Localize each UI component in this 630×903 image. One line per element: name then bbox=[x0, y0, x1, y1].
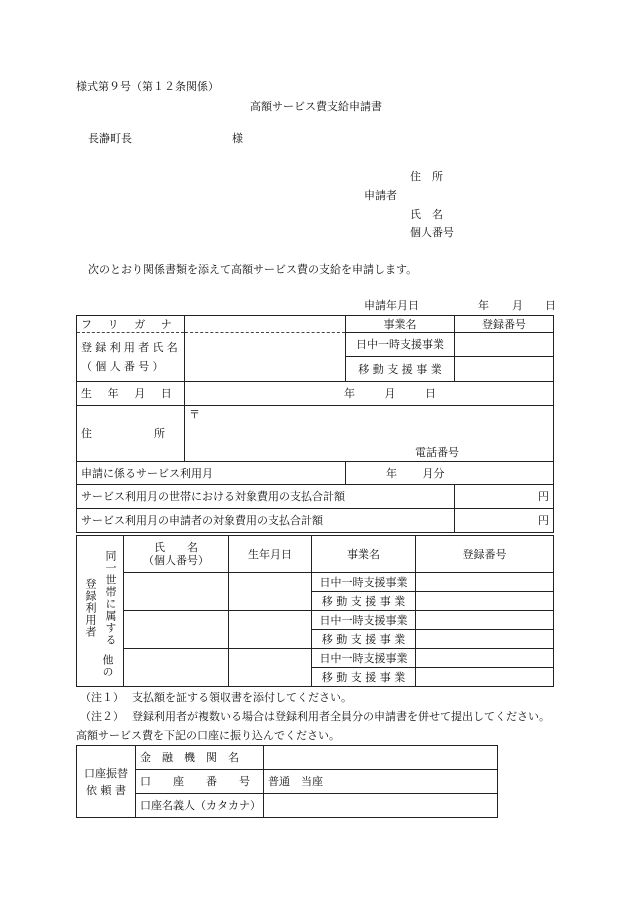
bank-transfer-label: 口座振替 依 頼 書 bbox=[77, 746, 136, 818]
furigana-field[interactable] bbox=[185, 316, 346, 333]
other-name-field[interactable] bbox=[124, 611, 229, 649]
user-name-field[interactable] bbox=[185, 333, 346, 382]
other-mobility-support-label: 移 動 支 援 事 業 bbox=[312, 630, 416, 649]
other-mobility-support-reg-no[interactable] bbox=[416, 668, 554, 687]
account-holder-label: 口座名義人（カタカナ） bbox=[136, 794, 264, 818]
address-label: 住 所 bbox=[77, 406, 185, 462]
birth-date-field[interactable]: 年 月 日 bbox=[185, 382, 554, 406]
other-mobility-support-reg-no[interactable] bbox=[416, 630, 554, 649]
account-holder-field[interactable] bbox=[264, 794, 498, 818]
other-users-side-label: 同一世帯に属する 登録利用者 他の bbox=[77, 536, 124, 687]
other-name-header: 氏 名 （個人番号） bbox=[124, 536, 229, 573]
other-day-support-label: 日中一時支援事業 bbox=[312, 611, 416, 630]
other-birth-field[interactable] bbox=[229, 573, 312, 611]
transfer-instruction: 高額サービス費を下記の口座に振り込んでください。 bbox=[76, 729, 340, 742]
birth-date-label: 生 年 月 日 bbox=[77, 382, 185, 406]
household-total-field[interactable]: 円 bbox=[455, 485, 554, 509]
mobility-support-reg-no[interactable] bbox=[455, 357, 554, 382]
other-day-support-label: 日中一時支援事業 bbox=[312, 649, 416, 668]
date-month: 月 bbox=[512, 299, 523, 312]
other-birth-header: 生年月日 bbox=[229, 536, 312, 573]
other-name-field[interactable] bbox=[124, 573, 229, 611]
date-day: 日 bbox=[545, 299, 556, 312]
other-mobility-support-reg-no[interactable] bbox=[416, 592, 554, 611]
day-support-reg-no[interactable] bbox=[455, 333, 554, 357]
note1-label: （注１） bbox=[80, 691, 124, 704]
day-support-label: 日中一時支援事業 bbox=[346, 333, 455, 357]
address-field[interactable] bbox=[185, 406, 554, 462]
mobility-support-label: 移 動 支 援 事 業 bbox=[346, 357, 455, 382]
other-day-support-reg-no[interactable] bbox=[416, 573, 554, 592]
applicant-total-label: サービス利用月の申請者の対象費用の支払合計額 bbox=[77, 509, 455, 533]
account-no-label: 口 座 番 号 bbox=[136, 770, 264, 794]
other-birth-field[interactable] bbox=[229, 611, 312, 649]
applicant-address-label: 住 所 bbox=[410, 170, 443, 183]
other-day-support-reg-no[interactable] bbox=[416, 649, 554, 668]
other-day-support-label: 日中一時支援事業 bbox=[312, 573, 416, 592]
note1-text: 支払額を証する領収書を添付してください。 bbox=[132, 691, 352, 704]
other-birth-field[interactable] bbox=[229, 649, 312, 687]
bank-name-field[interactable] bbox=[264, 746, 498, 770]
phone-label: 電話番号 bbox=[415, 446, 459, 459]
note2-label: （注２） bbox=[80, 710, 124, 723]
other-mobility-support-label: 移 動 支 援 事 業 bbox=[312, 668, 416, 687]
account-type: 普通 当座 bbox=[268, 775, 323, 788]
other-users-table bbox=[76, 535, 554, 687]
postal-mark: 〒 bbox=[189, 408, 200, 421]
applicant-personal-no-label: 個人番号 bbox=[410, 226, 454, 239]
bank-name-label: 金 融 機 関 名 bbox=[136, 746, 264, 770]
other-name-field[interactable] bbox=[124, 649, 229, 687]
other-day-support-reg-no[interactable] bbox=[416, 611, 554, 630]
reg-no-header: 登録番号 bbox=[455, 316, 554, 333]
application-date-label: 申請年月日 bbox=[364, 299, 419, 312]
form-number: 様式第９号（第１２条関係） bbox=[76, 80, 219, 93]
applicant-name-label: 氏 名 bbox=[410, 208, 443, 221]
user-name-label: 登録利用者氏名 （個人番号） bbox=[77, 333, 185, 382]
other-mobility-support-label: 移 動 支 援 事 業 bbox=[312, 592, 416, 611]
other-reg-no-header: 登録番号 bbox=[416, 536, 554, 573]
intro-text: 次のとおり関係書類を添えて高額サービス費の支給を申請します。 bbox=[88, 263, 418, 276]
bank-transfer-table bbox=[76, 745, 498, 818]
service-month-label: 申請に係るサービス利用月 bbox=[77, 462, 346, 485]
business-header: 事業名 bbox=[346, 316, 455, 333]
honorific: 様 bbox=[232, 132, 243, 145]
furigana-label: フ リ ガ ナ bbox=[77, 316, 185, 333]
form-title: 高額サービス費支給申請書 bbox=[250, 100, 382, 113]
service-month-field[interactable]: 年 月分 bbox=[346, 462, 554, 485]
applicant-label: 申請者 bbox=[364, 189, 397, 202]
addressee: 長瀞町長 bbox=[88, 132, 132, 145]
other-business-header: 事業名 bbox=[312, 536, 416, 573]
applicant-total-field[interactable]: 円 bbox=[455, 509, 554, 533]
household-total-label: サービス利用月の世帯における対象費用の支払合計額 bbox=[77, 485, 455, 509]
account-no-field[interactable] bbox=[264, 770, 498, 794]
main-info-table bbox=[76, 315, 554, 533]
note2-text: 登録利用者が複数いる場合は登録利用者全員分の申請書を併せて提出してください。 bbox=[132, 710, 550, 723]
date-year: 年 bbox=[478, 299, 489, 312]
